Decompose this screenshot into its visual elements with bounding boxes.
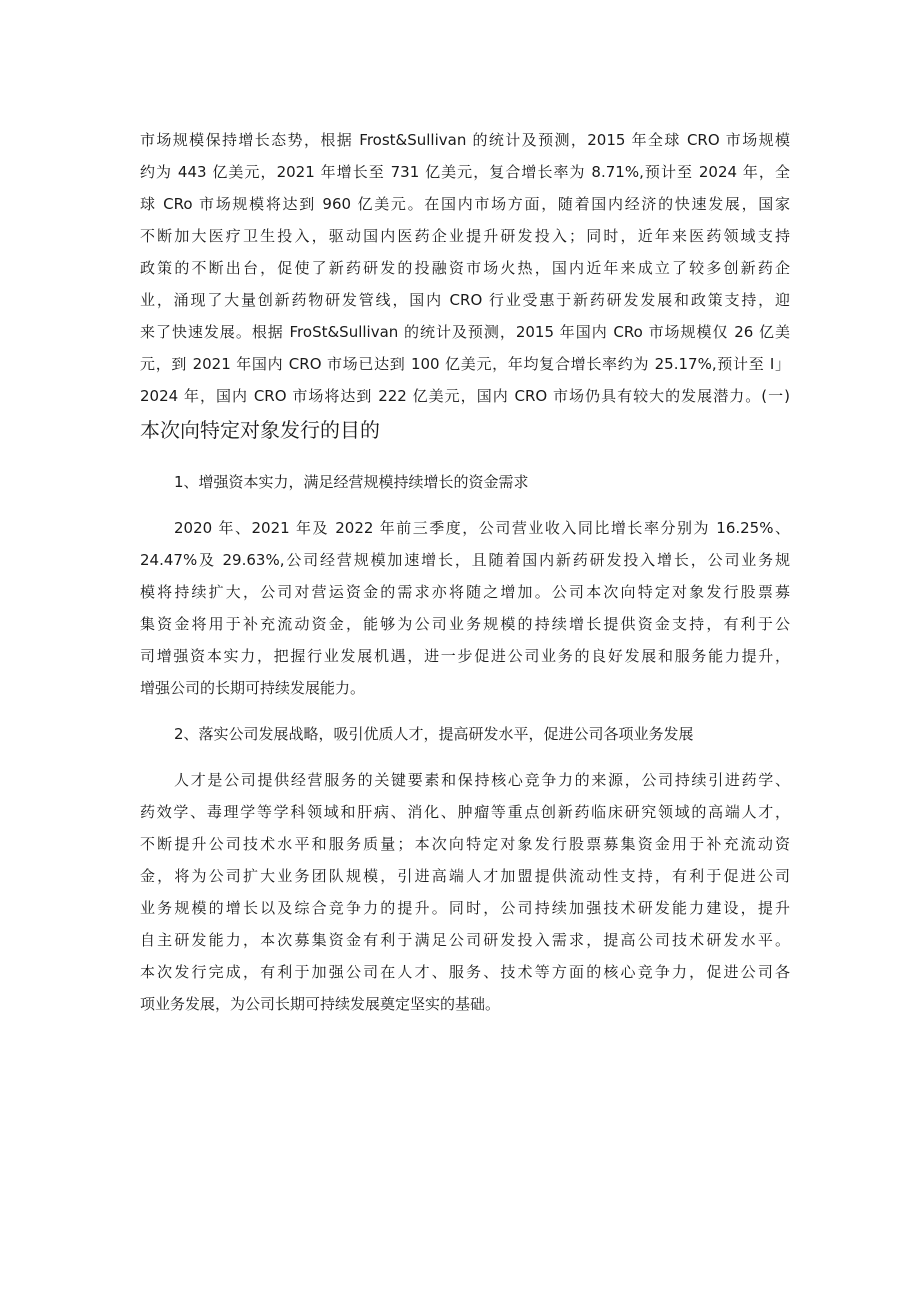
text-line: 业，涌现了大量创新药物研发管线，国内 CRO 行业受惠于新药研发发展和政策支持，迎 xyxy=(140,291,790,309)
subsection-title-2: 2、落实公司发展战略，吸引优质人才，提高研发水平，促进公司各项业务发展 xyxy=(174,725,694,743)
text-line: 市场规模保持增长态势，根据 Frost&Sullivan 的统计及预测，2015 年全球 CRO 市场规模 xyxy=(140,131,790,149)
document-body xyxy=(140,124,790,1020)
text-line: 集资金将用于补充流动资金，能够为公司业务规模的持续增长提供资金支持，有利于公 xyxy=(140,615,790,633)
text-line: 增强公司的长期可持续发展能力。 xyxy=(140,679,366,697)
spacer xyxy=(140,448,790,466)
paragraph-talent xyxy=(140,764,790,1020)
text-line: 2020 年、2021 年及 2022 年前三季度，公司营业收入同比增长率分别为 16.25%、 xyxy=(174,519,790,537)
text-line: 政策的不断出台，促使了新药研发的投融资市场火热，国内近年来成立了较多创新药企 xyxy=(140,259,790,277)
text-line: 2024 年，国内 CRO 市场将达到 222 亿美元，国内 CRO 市场仍具有较大的发展潜力。(一) xyxy=(140,387,790,405)
text-line: 约为 443 亿美元，2021 年增长至 731 亿美元，复合增长率为 8.71%,预计至 2024 年，全 xyxy=(140,163,790,181)
text-line: 司增强资本实力，把握行业发展机遇，进一步促进公司业务的良好发展和服务能力提升， xyxy=(140,647,790,665)
text-line: 项业务发展，为公司长期可持续发展奠定坚实的基础。 xyxy=(140,995,501,1013)
text-line: 不断提升公司技术水平和服务质量；本次向特定对象发行股票募集资金用于补充流动资 xyxy=(140,835,790,853)
text-line: 来了快速发展。根据 FroSt&Sullivan 的统计及预测，2015 年国内 CRo 市场规模仅 26 亿美 xyxy=(140,323,790,341)
text-line: 元，到 2021 年国内 CRO 市场已达到 100 亿美元，年均复合增长率约为 25.17%,预计至 I」 xyxy=(140,355,790,373)
text-line: 自主研发能力，本次募集资金有利于满足公司研发投入需求，提高公司技术研发水平。 xyxy=(140,931,790,949)
text-line: 不断加大医疗卫生投入，驱动国内医药企业提升研发投入；同时，近年来医药领域支持 xyxy=(140,227,790,245)
text-line: 金，将为公司扩大业务团队规模，引进高端人才加盟提供流动性支持，有利于促进公司 xyxy=(140,867,790,885)
spacer xyxy=(140,704,790,718)
subsection-title-1: 1、增强资本实力，满足经营规模持续增长的资金需求 xyxy=(174,473,529,491)
text-line: 本次发行完成，有利于加强公司在人才、服务、技术等方面的核心竞争力，促进公司各 xyxy=(140,963,790,981)
text-line: 球 CRo 市场规模将达到 960 亿美元。在国内市场方面，随着国内经济的快速发展，国家 xyxy=(140,195,790,213)
text-line: 模将持续扩大，公司对营运资金的需求亦将随之增加。公司本次向特定对象发行股票募 xyxy=(140,583,790,601)
text-line: 业务规模的增长以及综合竞争力的提升。同时，公司持续加强技术研发能力建设，提升 xyxy=(140,899,790,917)
text-line: 人才是公司提供经营服务的关键要素和保持核心竞争力的来源，公司持续引进药学、 xyxy=(174,771,790,789)
section-heading: 本次向特定对象发行的目的 xyxy=(140,418,380,442)
text-line: 24.47%及 29.63%,公司经营规模加速增长，且随着国内新药研发投入增长，公司业务规 xyxy=(140,551,790,569)
spacer xyxy=(140,750,790,764)
spacer xyxy=(140,498,790,512)
paragraph-market xyxy=(140,124,790,412)
text-line: 药效学、毒理学等学科领域和肝病、消化、肿瘤等重点创新药临床研究领域的高端人才， xyxy=(140,803,790,821)
paragraph-capital xyxy=(140,512,790,704)
